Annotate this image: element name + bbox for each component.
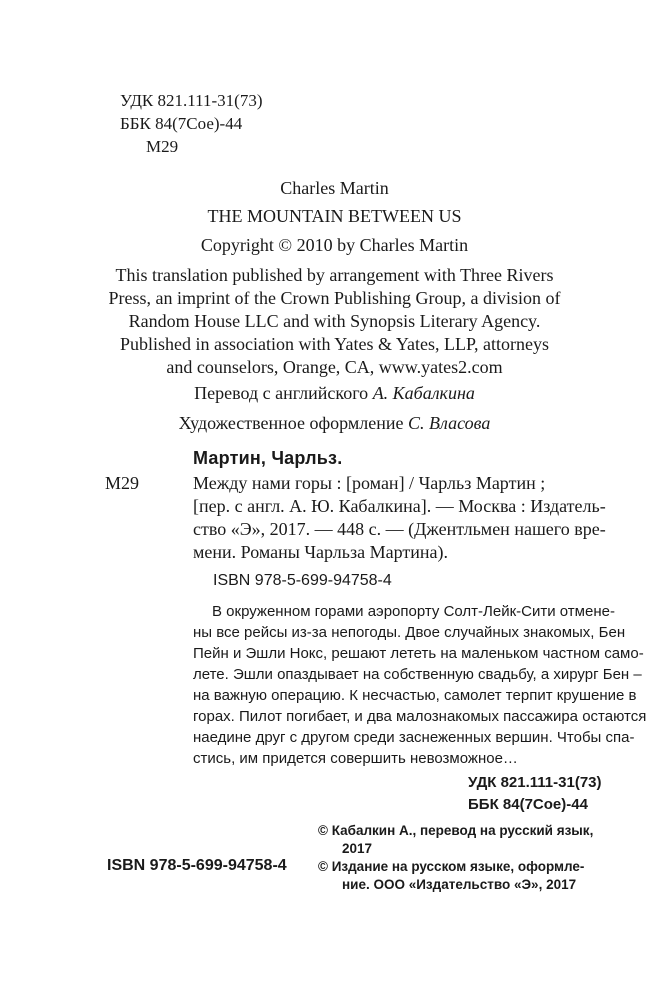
isbn-footer: ISBN 978-5-699-94758-4: [107, 857, 287, 874]
designer-name: С. Власова: [408, 413, 491, 433]
bib-author-mark: М29: [105, 473, 140, 493]
bib-line: ство «Э», 2017. — 448 с. — (Джентльмен нашего вре-: [193, 519, 606, 539]
arrangement-line: and counselors, Orange, CA, www.yates2.com: [166, 357, 503, 377]
annotation-line: стись, им придется совершить невозможное…: [193, 750, 518, 767]
bib-isbn: ISBN 978-5-699-94758-4: [213, 572, 392, 589]
translator-name: А. Кабалкина: [372, 383, 475, 403]
arrangement-line: Random House LLC and with Synopsis Literary Agency.: [128, 311, 541, 331]
original-title: THE MOUNTAIN BETWEEN US: [207, 206, 462, 226]
annotation-line: горах. Пилот погибает, и два малознакомых пассажира остаются: [193, 708, 647, 725]
copyright-notice-line: © Издание на русском языке, оформле-: [318, 859, 585, 874]
original-author: Charles Martin: [280, 178, 389, 198]
annotation-line: лете. Эшли опаздывает на собственную свадьбу, а хирург Бен –: [193, 666, 642, 683]
arrangement-line: Published in association with Yates & Yates, LLP, attorneys: [119, 334, 549, 354]
bbk-code-top: ББК 84(7Сое)-44: [120, 114, 243, 133]
copyright-notice-line: ние. ООО «Издательство «Э», 2017: [342, 877, 577, 892]
bib-line: мени. Романы Чарльза Мартина).: [193, 542, 448, 562]
arrangement-line: This translation published by arrangement with Three Rivers: [115, 265, 554, 285]
translator-credit: [0, 384, 669, 402]
bib-author-heading: Мартин, Чарльз.: [193, 448, 343, 468]
arrangement-line: Press, an imprint of the Crown Publishing Group, a division of: [108, 288, 561, 308]
copyright-line: Copyright © 2010 by Charles Martin: [200, 235, 469, 255]
designer-credit: [0, 414, 669, 432]
translator-label: Перевод с английского: [194, 383, 373, 403]
bib-line: Между нами горы : [роман] / Чарльз Мартин ;: [193, 473, 546, 493]
annotation-line: ны все рейсы из-за непогоды. Двое случайных знакомых, Бен: [193, 624, 626, 641]
bib-line: [пер. с англ. А. Ю. Кабалкина]. — Москва : Издатель-: [193, 496, 606, 516]
author-mark-top: М29: [146, 137, 179, 156]
udk-code-top: УДК 821.111-31(73): [120, 91, 263, 110]
copyright-notice-line: © Кабалкин А., перевод на русский язык,: [318, 823, 594, 838]
annotation-line: В окруженном горами аэропорту Солт-Лейк-Сити отмене-: [212, 603, 615, 620]
designer-label: Художественное оформление: [178, 413, 409, 433]
annotation-line: наедине друг с другом среди заснеженных вершин. Чтобы спа-: [193, 729, 635, 746]
udk-code-bottom: УДК 821.111-31(73): [468, 774, 602, 791]
annotation-line: на важную операцию. К несчастью, самолет терпит крушение в: [193, 687, 637, 704]
annotation-line: Пейн и Эшли Нокс, решают лететь на маленьком частном само-: [193, 645, 644, 662]
copyright-notice-line: 2017: [342, 841, 373, 856]
bbk-code-bottom: ББК 84(7Сое)-44: [468, 796, 588, 813]
